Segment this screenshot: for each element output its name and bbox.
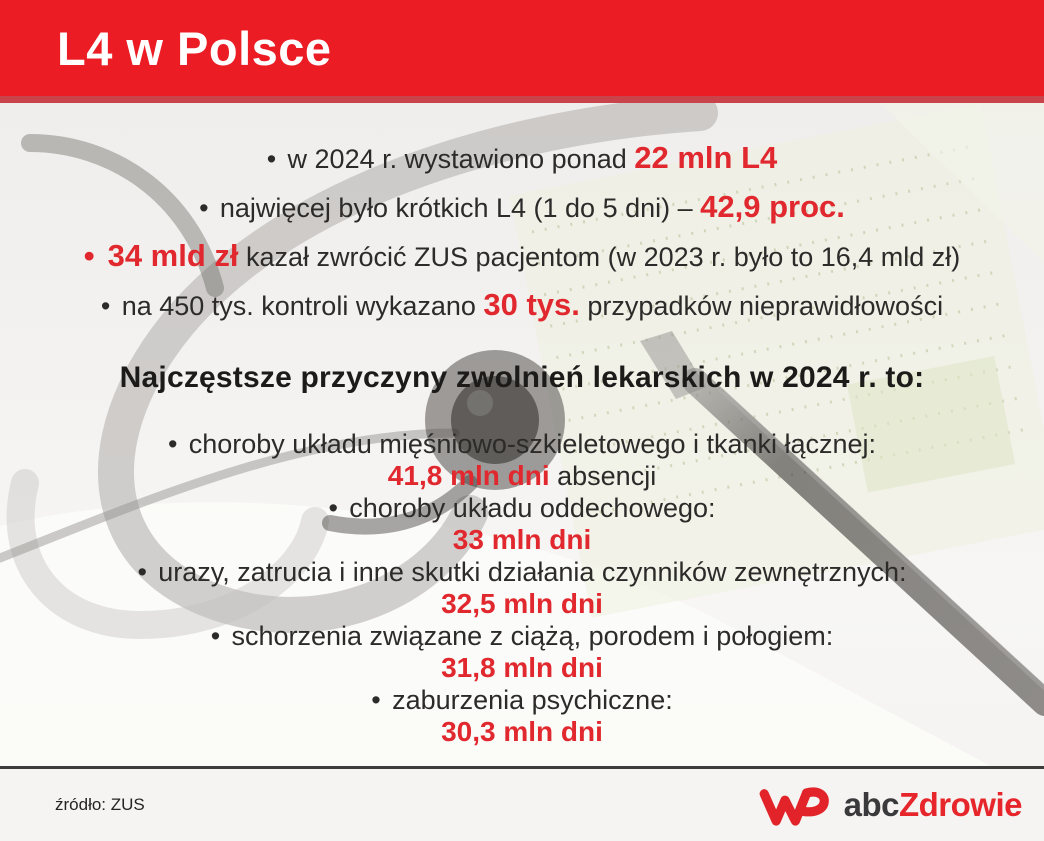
cause-item-label bbox=[18, 492, 1026, 524]
stat-text: przypadków nieprawidłowości bbox=[579, 291, 944, 321]
stat-text: na 450 tys. kontroli wykazano bbox=[121, 291, 484, 321]
bullet-icon: • bbox=[83, 238, 95, 273]
stat-line-issued bbox=[18, 134, 1026, 183]
brand-abc-text: abc bbox=[843, 786, 899, 823]
section-heading: Najczęstsze przyczyny zwolnień lekarskich w 2024 r. to: bbox=[119, 361, 925, 394]
brand-zdrowie-text: Zdrowie bbox=[898, 786, 1022, 823]
content bbox=[18, 134, 1026, 748]
cause-item-label bbox=[18, 556, 1026, 588]
cause-value-number: 31,8 mln dni bbox=[441, 652, 603, 683]
header-banner bbox=[0, 0, 1044, 103]
stat-highlight: 30 tys. bbox=[483, 287, 580, 322]
cause-label-text: zaburzenia psychiczne: bbox=[392, 685, 673, 715]
cause-item-label bbox=[18, 620, 1026, 652]
stat-text: w 2024 r. wystawiono ponad bbox=[287, 144, 635, 174]
cause-item-value bbox=[18, 716, 1026, 748]
stat-line-inspections bbox=[18, 281, 1026, 330]
stat-highlight: 34 mld zł bbox=[107, 238, 239, 273]
cause-value-number: 33 mln dni bbox=[452, 524, 592, 555]
cause-item-label bbox=[18, 684, 1026, 716]
stat-highlight: 42,9 proc. bbox=[700, 189, 845, 224]
cause-label-text: choroby układu mięśniowo-szkieletowego i tkanki łącznej: bbox=[188, 429, 877, 459]
bullet-icon: • bbox=[100, 291, 111, 321]
stat-text: kazał zwrócić ZUS pacjentom (w 2023 r. było to 16,4 mld zł) bbox=[238, 242, 961, 272]
stat-line-short-leaves bbox=[18, 183, 1026, 232]
bullet-icon: • bbox=[199, 193, 209, 223]
cause-item-label bbox=[18, 428, 1026, 460]
cause-value-number: 41,8 mln dni bbox=[387, 460, 550, 491]
cause-label-text: choroby układu oddechowego: bbox=[349, 493, 716, 523]
bullet-icon: • bbox=[167, 429, 178, 459]
bullet-icon: • bbox=[328, 493, 338, 523]
cause-item-value bbox=[18, 588, 1026, 620]
footer bbox=[0, 766, 1044, 841]
cause-value-number: 32,5 mln dni bbox=[441, 588, 603, 619]
cause-item-value bbox=[18, 652, 1026, 684]
stat-highlight: 22 mln L4 bbox=[634, 140, 778, 175]
bullet-icon: • bbox=[371, 685, 381, 715]
brand-logo bbox=[756, 781, 1022, 829]
bullet-icon: • bbox=[137, 557, 147, 587]
page-title: L4 w Polsce bbox=[57, 22, 332, 75]
cause-label-text: schorzenia związane z ciążą, porodem i połogiem: bbox=[231, 621, 834, 651]
bullet-icon: • bbox=[266, 144, 277, 174]
cause-item-value bbox=[18, 524, 1026, 556]
wp-logo-icon bbox=[756, 781, 834, 829]
causes-list bbox=[18, 428, 1026, 748]
cause-value-number: 30,3 mln dni bbox=[441, 716, 603, 747]
cause-label-text: urazy, zatrucia i inne skutki działania czynników zewnętrznych: bbox=[158, 557, 907, 587]
stat-text: najwięcej było krótkich L4 (1 do 5 dni) – bbox=[219, 193, 701, 223]
bullet-icon: • bbox=[210, 621, 221, 651]
cause-value-suffix: absencji bbox=[549, 461, 657, 491]
cause-item-value bbox=[18, 460, 1026, 492]
source-label: źródło: ZUS bbox=[55, 795, 145, 814]
stat-line-refunds bbox=[18, 232, 1026, 281]
